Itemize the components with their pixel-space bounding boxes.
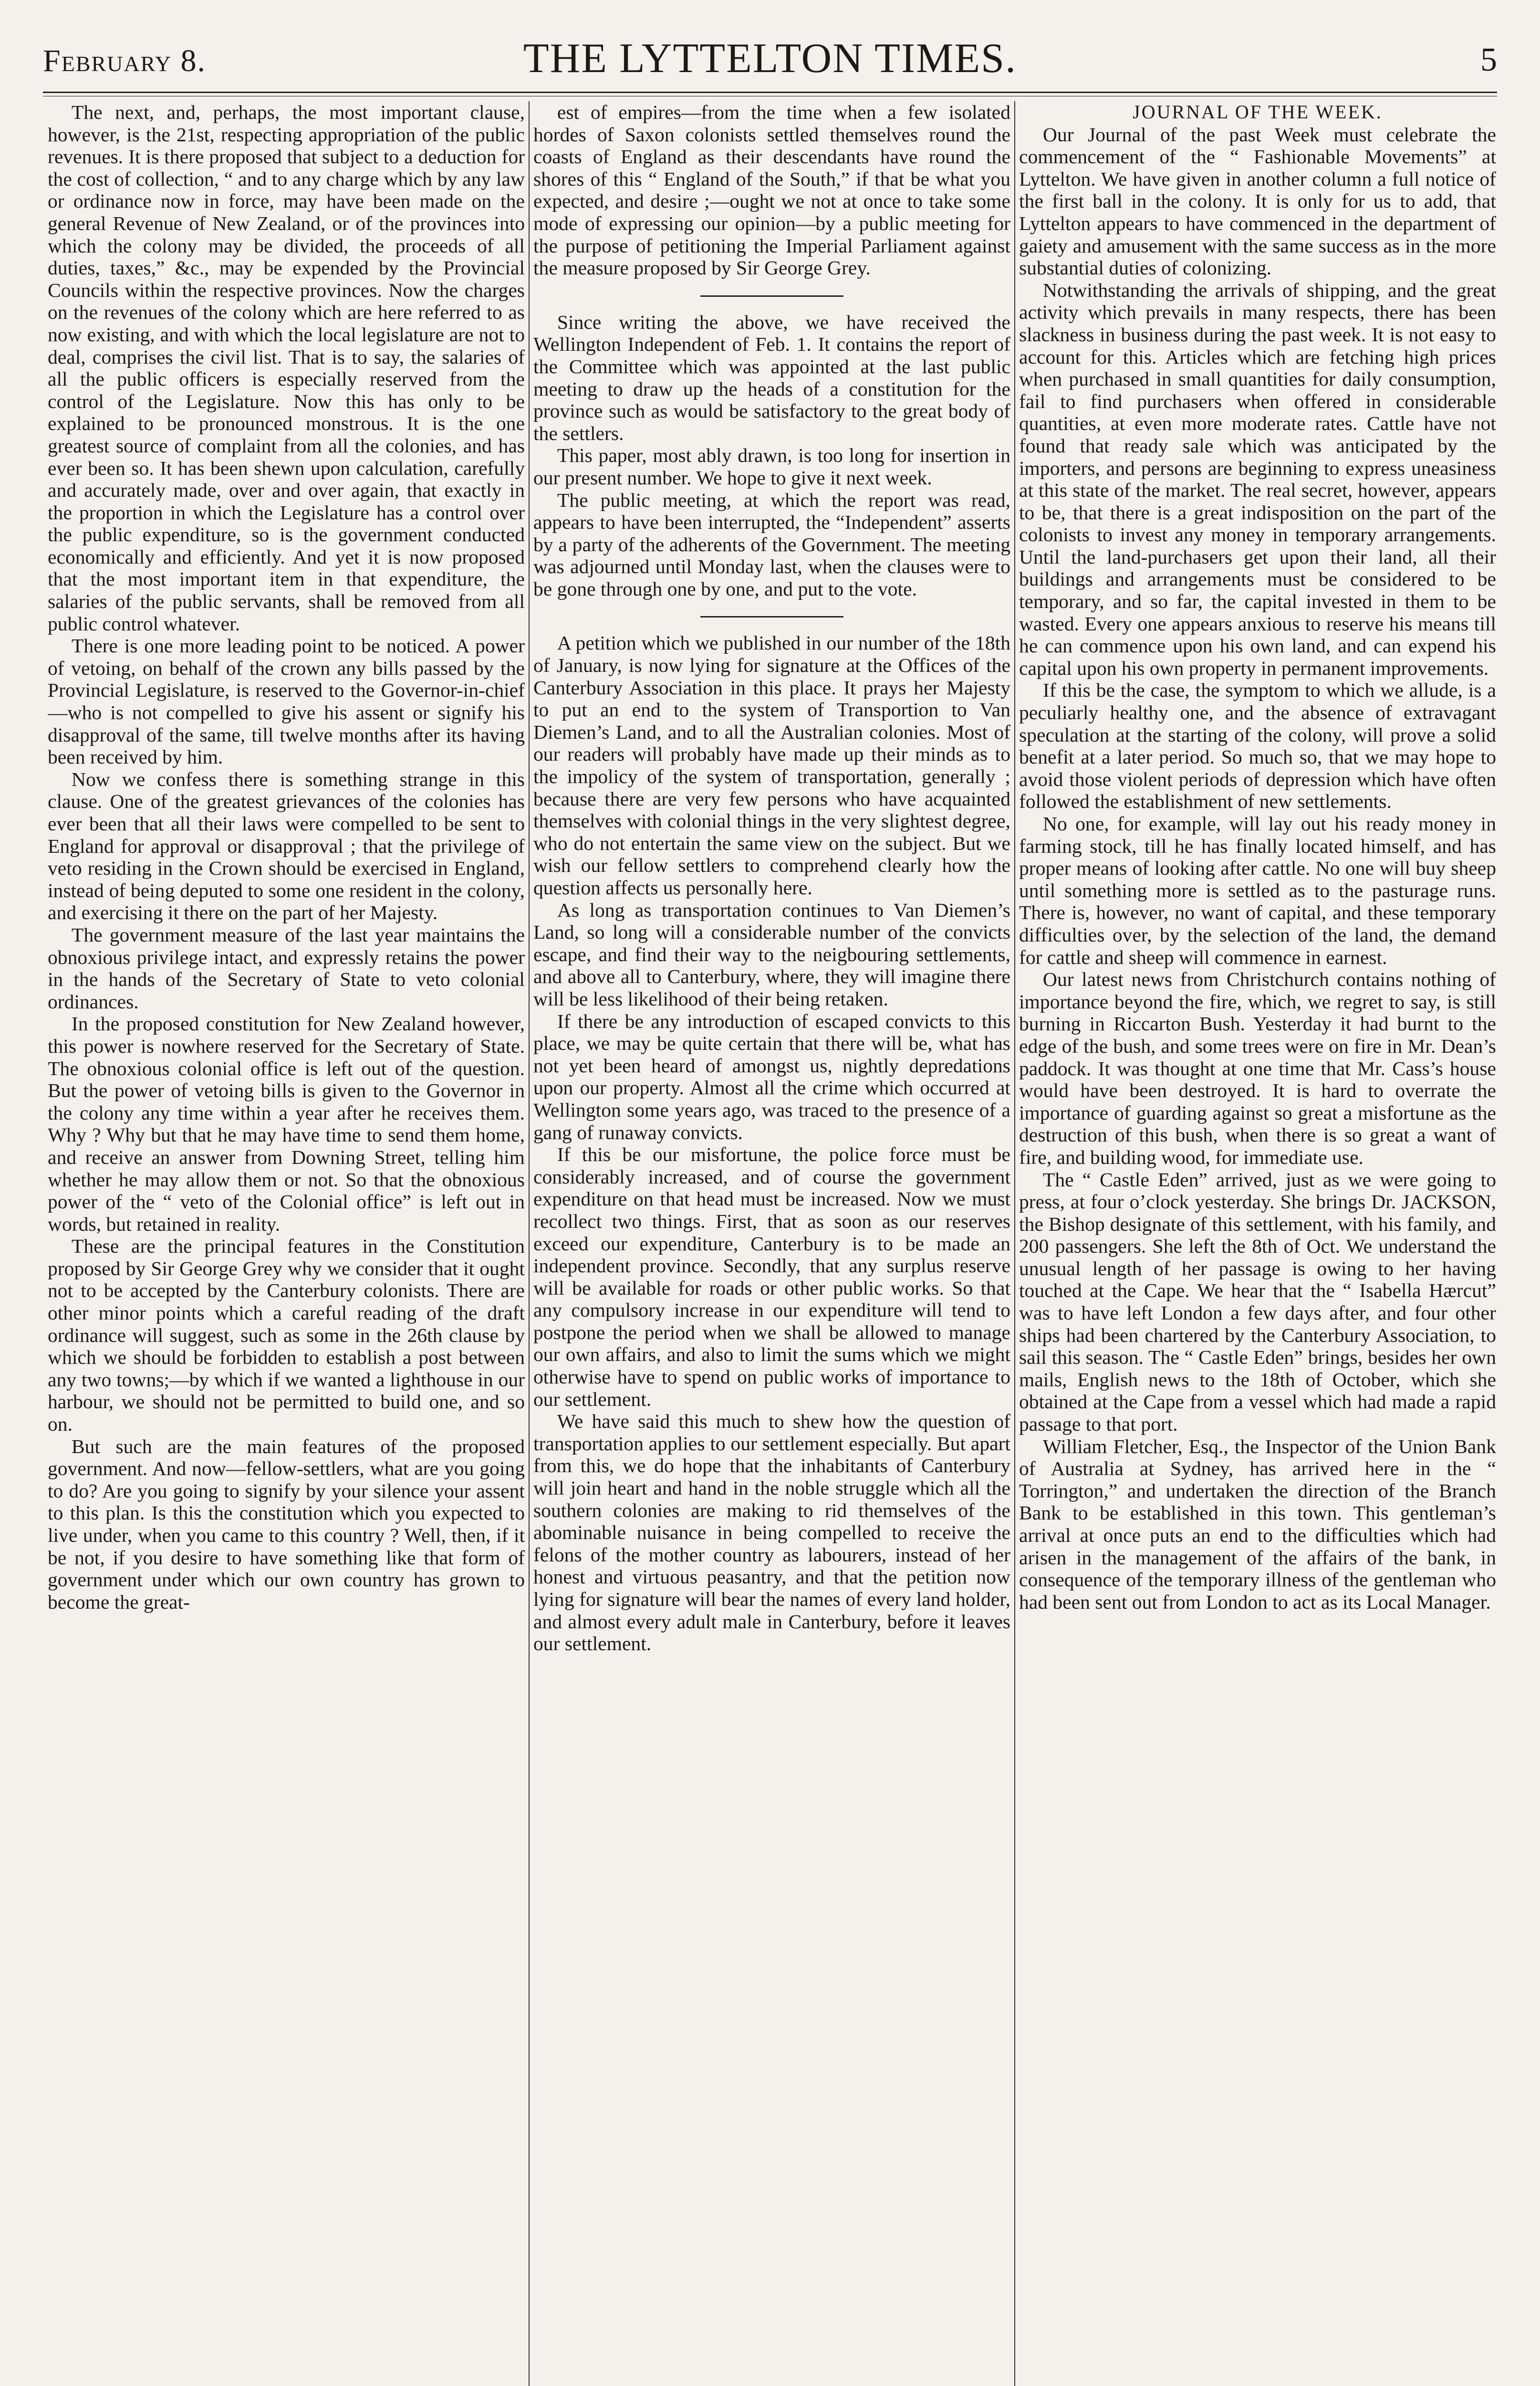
section-heading: JOURNAL OF THE WEEK. [1133,101,1383,123]
column-2 [533,101,1010,2386]
paragraph: William Fletcher, Esq., the Inspector of the Union Bank of Australia at Sydney, has arrived here in the “ Torrington,” and undertaken the direction of the Branch Bank to be established in this town. This gentleman’s arrival at once puts an end to the difficulties which had arisen in the management of the affairs of the bank, in consequence of the temporary illness of the gentleman who had been sent out from London to act as its Local Manager. [1019,1435,1496,1613]
paragraph: The public meeting, at which the report was read, appears to have been interrupted, the “Independent” asserts by a party of the adherents of the Government. The meeting was adjourned until Monday last, when the clauses were to be gone through one by one, and put to the vote. [533,489,1010,600]
masthead [43,34,1497,88]
column-1 [48,101,525,2386]
paragraph: Our latest news from Christchurch contains nothing of importance beyond the fire, which, we regret to say, is still burning in Riccarton Bush. Yesterday it had burnt to the edge of the bush, and some trees were on fire in Mr. Dean’s paddock. It was thought at one time that Mr. Cass’s house would have been destroyed. It is hard to overrate the importance of guarding against so great a misfortune as the destruction of this bush, when there is so great a want of fire, and building wood, for immediate use. [1019,968,1496,1168]
paragraph: If this be the case, the symptom to which we allude, is a peculiarly healthy one, and the absence of extravagant speculation at the starting of the colony, will prove a solid benefit at a later period. So much so, that we may hope to avoid those violent periods of depression which have often followed the establishment of new settlements. [1019,679,1496,813]
paragraph: est of empires—from the time when a few isolated hordes of Saxon colonists settled themselves round the coasts of England as their descendants have round the shores of this “ England of the South,” if that be what you expected, and desire ;—ought we not at once to take some mode of expressing our opinion—by a public meeting for the purpose of petitioning the Imperial Parliament against the measure proposed by Sir George Grey. [533,101,1010,279]
paragraph: These are the principal features in the Constitution proposed by Sir George Grey why we consider that it ought not to be accepted by the Canterbury colonists. There are other minor points which a careful reading of the draft ordinance will suggest, such as some in the 26th clause by which we should be forbidden to establish a post between any two towns;—by which if we wanted a lighthouse in our harbour, we should not be permitted to build one, and so on. [48,1235,525,1435]
paragraph: Notwithstanding the arrivals of shipping, and the great activity which prevails in many respects, there has been slackness in business during the past week. It is not easy to account for this. Articles which are fetching high prices when purchased in small quantities for daily consumption, fail to find purchasers when offered in considerable quantities, at even more moderate rates. Cattle have not found that ready sale which was anticipated by the importers, and persons are beginning to express uneasiness at this state of the market. The real secret, however, appears to be, that there is a great indisposition on the part of the colonists to invest any money in temporary arrangements. Until the land-purchasers get upon their land, all their buildings and arrangements must be considered to be temporary, and so far, the capital invested in them to be wasted. Every one appears anxious to reserve his means till he can commence upon his own land, and can expend his capital upon his own property in permanent improvements. [1019,279,1496,679]
paragraph: In the proposed constitution for New Zealand however, this power is nowhere reserved for the Secretary of State. The obnoxious colonial office is left out of the question. But the power of vetoing bills is given to the Governor in the colony any time within a year after he receives them. Why ? Why but that he may have time to send them home, and receive an answer from Downing Street, telling him whether he may allow them or not. So that the obnoxious power of the “ veto of the Colonial office” is left out in words, but retained in reality. [48,1013,525,1235]
paragraph: No one, for example, will lay out his ready money in farming stock, till he has finally located himself, and has proper means of looking after cattle. No one will buy sheep until something more is settled as to the pasturage runs. There is, however, no want of capital, and these temporary difficulties over, by the selection of the land, the demand for cattle and sheep will commence in earnest. [1019,813,1496,968]
section-separator [700,616,843,617]
paragraph: The “ Castle Eden” arrived, just as we were going to press, at four o’clock yesterday. She brings Dr. JACKSON, the Bishop designate of this settlement, with his family, and 200 passengers. She left the 8th of Oct. We understand the unusual length of her passage is owing to her having touched at the Cape. We hear that the “ Isabella Hærcut” was to have left London a few days after, and four other ships had been chartered by the Canterbury Association, to sail this season. The “ Castle Eden” brings, besides her own mails, English news to the 18th of October, which she obtained at the Cape from a vessel which had made a rapid passage to that port. [1019,1168,1496,1435]
paragraph: Our Journal of the past Week must celebrate the commencement of the “ Fashionable Movements” at Lyttelton. We have given in another column a full notice of the first ball in the colony. It is only for us to add, that Lyttelton appears to have commenced in the department of gaiety and amusement with the same success as in the more substantial duties of colonizing. [1019,123,1496,279]
paragraph: The government measure of the last year maintains the obnoxious privilege intact, and expressly retains the power in the hands of the Secretary of State to veto colonial ordinances. [48,923,525,1013]
paragraph: But such are the main features of the proposed government. And now—fellow-settlers, what are you going to do? Are you going to signify by your silence your assent to this plan. Is this the constitution which you expected to live under, when you came to this country ? Well, then, if it be not, if you desire to have something like that form of government under which our own country has grown to become the great- [48,1435,525,1613]
newspaper-title: THE LYTTELTON TIMES. [523,35,1017,82]
masthead-rule [43,92,1497,96]
paragraph: We have said this much to shew how the question of transportation applies to our settlement especially. But apart from this, we do hope that the inhabitants of Canterbury will join heart and hand in the noble struggle which all the southern colonies are making to rid themselves of the abominable nuisance in being compelled to receive the felons of the mother country as labourers, instead of her honest and virtuous peasantry, and that the petition now lying for signature will bear the names of every land holder, and almost every adult male in Canterbury, before it leaves our settlement. [533,1410,1010,1655]
paragraph: A petition which we published in our number of the 18th of January, is now lying for signature at the Offices of the Canterbury Association in this place. It prays her Majesty to put an end to the system of Transportion to Van Diemen’s Land, and to all the Australian colonies. Most of our readers will probably have made up their minds as to the impolicy of the system of transportation, generally ; because there are very few persons who have acquainted themselves with colonial things in the very slightest degree, who do not entertain the same view on the subject. But we wish our fellow settlers to comprehend clearly how the question affects us personally here. [533,632,1010,899]
issue-date: February 8. [43,43,206,78]
column-divider [529,101,530,2386]
paragraph: The next, and, perhaps, the most important clause, however, is the 21st, respecting appropriation of the public revenues. It is there proposed that subject to a deduction for the cost of collection, “ and to any charge which by any law or ordinance now in force, may have been made on the general Revenue of New Zealand, or of the provinces into which the colony may be divided, the proceeds of all duties, taxes,” &c., may be expended by the Provincial Councils within the respective provinces. Now the charges on the revenues of the colony which are here referred to as now existing, and with which the local legislature are not to deal, comprises the civil list. That is to say, the salaries of all the public officers is especially reserved from the control of the Legislature. Now this has only to be explained to be pronounced monstrous. It is the one greatest source of complaint from all the colonies, and has ever been so. It has been shewn upon calculation, carefully and accurately made, over and over again, that exactly in the proportion in which the Legislature has a control over the public expenditure, so is the government conducted economically and efficiently. And yet it is now proposed that the most important item in that expenditure, the salaries of the public servants, shall be removed from all public control whatever. [48,101,525,635]
paragraph: There is one more leading point to be noticed. A power of vetoing, on behalf of the crown any bills passed by the Provincial Legislature, is reserved to the Governor-in-chief—who is not compelled to give his assent or signify his disapproval of the same, till twelve months after its having been received by him. [48,635,525,768]
paragraph: If there be any introduction of escaped convicts to this place, we may be quite certain that there will be, what has not yet been heard of amongst us, nightly depredations upon our property. Almost all the crime which occurred at Wellington some years ago, was traced to the presence of a gang of runaway convicts. [533,1010,1010,1143]
column-3 [1019,101,1496,2386]
section-separator [700,295,843,297]
paragraph: As long as transportation continues to Van Diemen’s Land, so long will a considerable number of the convicts escape, and find their way to the neigbouring settlements, and above all to Canterbury, where, they will imagine there will be less likelihood of their being retaken. [533,899,1010,1010]
paragraph: Since writing the above, we have received the Wellington Independent of Feb. 1. It contains the report of the Committee which was appointed at the last public meeting to draw up the heads of a constitution for the province such as would be satisfactory to the great body of the settlers. [533,311,1010,444]
column-divider [1014,101,1015,2386]
page-number: 5 [1480,42,1497,78]
paragraph: This paper, most ably drawn, is too long for insertion in our present number. We hope to give it next week. [533,444,1010,489]
paragraph: Now we confess there is something strange in this clause. One of the greatest grievances of the colonies has ever been that all their laws were compelled to be sent to England for approval or disapproval ; that the privilege of veto residing in the Crown should be exercised in England, instead of being deputed to some one resident in the colony, and exercising it there on the part of her Majesty. [48,768,525,924]
paragraph: If this be our misfortune, the police force must be considerably increased, and of course the government expenditure on that head must be increased. Now we must recollect two things. First, that as soon as our reserves exceed our expenditure, Canterbury is to be made an independent province. Secondly, that any surplus reserve will be available for roads or other public works. So that any compulsory increase in our expenditure will tend to postpone the period when we shall be allowed to manage our own affairs, and also to limit the sums which we might otherwise have to spend on public works of importance to our settlement. [533,1143,1010,1410]
